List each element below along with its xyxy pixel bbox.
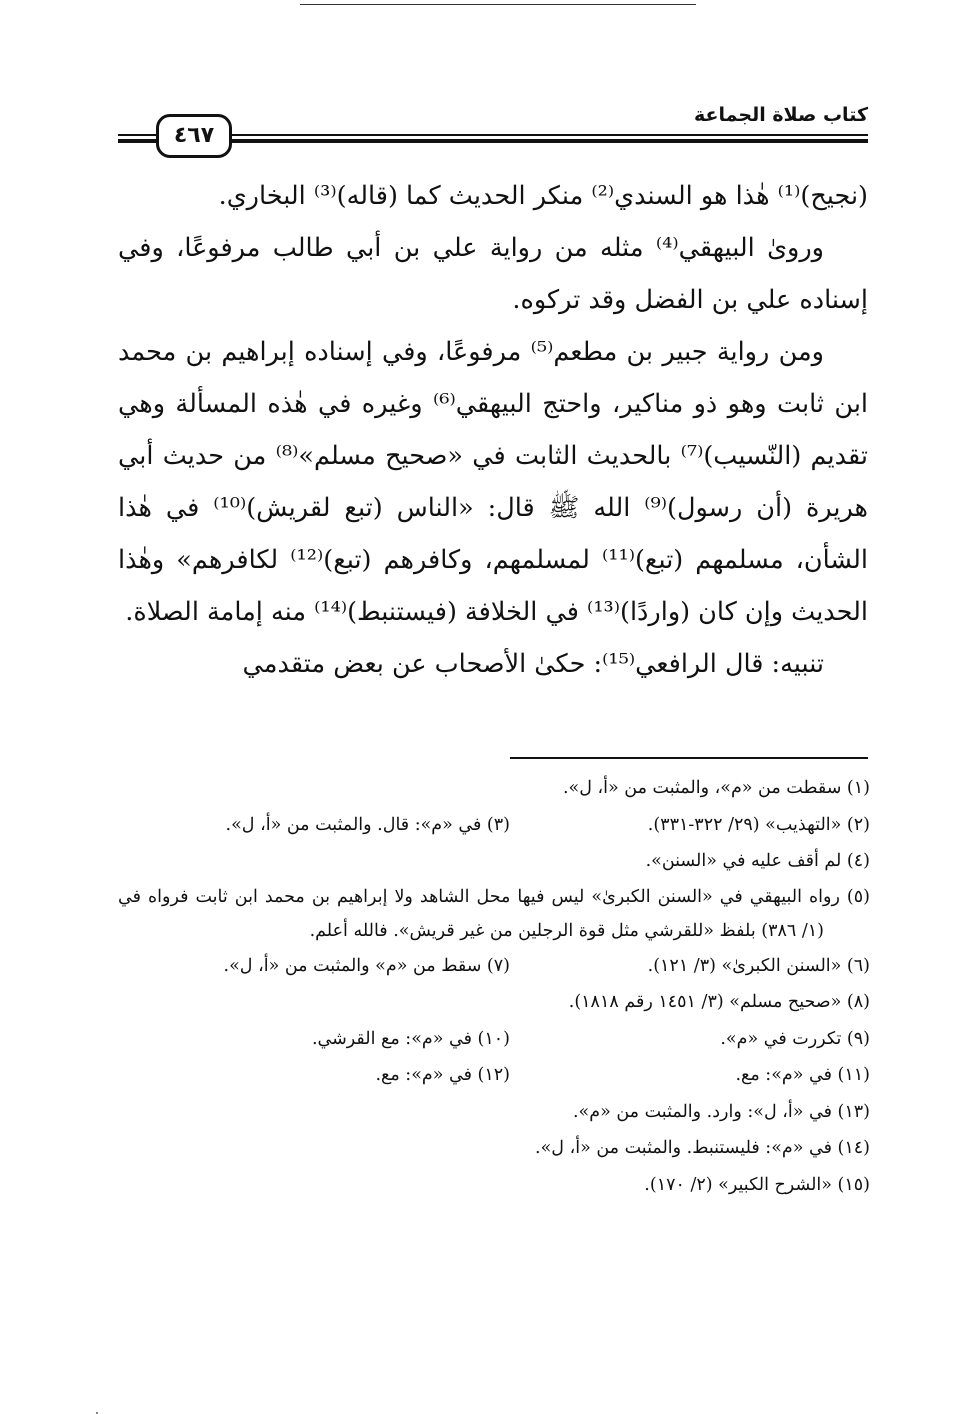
paragraph: تنبيه: قال الرافعي⁽¹⁵⁾: حكىٰ الأصحاب عن بعض متقدمي xyxy=(242,649,824,679)
page-number: ٤٦٧ xyxy=(156,114,232,158)
footnote: (١١) في «م»: مع. xyxy=(735,1065,870,1085)
footnote: (١٥) «الشرح الكبير» (٢/ ١٧٠). xyxy=(644,1174,870,1195)
footnote: (٣) في «م»: قال. والمثبت من «أ، ل». xyxy=(225,814,510,835)
footnote: (١٢) في «م»: مع. xyxy=(375,1065,510,1085)
footnote: (٤) لم أقف عليه في «السنن». xyxy=(645,851,870,871)
footnote: (١) سقطت من «م»، والمثبت من «أ، ل». xyxy=(562,778,870,798)
paragraph: (نجيح)⁽¹⁾ هٰذا هو السندي⁽²⁾ منكر الحديث كما (قاله)⁽³⁾ البخاري. xyxy=(218,181,868,211)
footnote: (١٣) في «أ، ل»: وارد. والمثبت من «م». xyxy=(572,1101,870,1122)
footnote: (٦) «السنن الكبرىٰ» (٣/ ١٢١). xyxy=(647,955,870,976)
footnote: (١٠) في «م»: مع القرشي. xyxy=(311,1028,510,1049)
paragraph: ومن رواية جبير بن مطعم⁽⁵⁾ مرفوعًا، وفي إسناده إبراهيم بن محمد ابن ثابت وهو ذو مناكير، واحتج البيهقي⁽⁶⁾ وغيره في هٰذه المسألة وهي تقديم (النّسيب)⁽⁷⁾ بالحديث الثابت في «صحيح مسلم»⁽⁸⁾ من حديث أبي هريرة (أن رسول)⁽⁹⁾ الله ﷺ قال: «الناس (تبع لقريش)⁽¹⁰⁾ في هٰذا الشأن، مسلمهم (تبع)⁽¹¹⁾ لمسلمهم، وكافرهم (تبع)⁽¹²⁾ لكافرهم» وهٰذا الحديث وإن كان (واردًا)⁽¹³⁾ في الخلافة (فيستنبط)⁽¹⁴⁾ منه إمامة الصلاة. xyxy=(118,337,869,627)
page-header xyxy=(118,96,868,156)
footnote: (٥) رواه البيهقي في «السنن الكبرىٰ» ليس فيها محل الشاهد ولا إبراهيم بن محمد ابن ثابت فرواه في (١/ ٣٨٦) بلفظ «للقرشي مثل قوة الرجلين من غير قريش». فالله أعلم. xyxy=(118,886,870,941)
footnote-row xyxy=(118,948,870,985)
footnote-row xyxy=(118,1021,870,1058)
footnote-separator xyxy=(510,757,868,759)
paragraph: ورویٰ البيهقي⁽⁴⁾ مثله من رواية علي بن أبي طالب مرفوعًا، وفي إسناده علي بن الفضل وقد تركوه. xyxy=(118,233,868,315)
top-rule xyxy=(300,4,696,5)
running-title: كتاب صلاة الجماعة xyxy=(694,104,868,126)
footnote: (٢) «التهذيب» (٢٩/ ٣٢٢-٣٣١). xyxy=(647,814,870,835)
footnote: (١٤) في «م»: فليستنبط. والمثبت من «أ، ل». xyxy=(535,1138,870,1158)
footnote: (٧) سقط من «م» والمثبت من «أ، ل». xyxy=(223,955,510,976)
footnotes xyxy=(118,770,870,1203)
main-text xyxy=(118,170,868,690)
footnote-row xyxy=(118,807,870,844)
footnote: (٩) تكررت في «م». xyxy=(720,1028,870,1049)
footnote: (٨) «صحيح مسلم» (٣/ ١٤٥١ رقم ١٨١٨). xyxy=(568,992,870,1012)
footnote-row xyxy=(118,1057,870,1094)
